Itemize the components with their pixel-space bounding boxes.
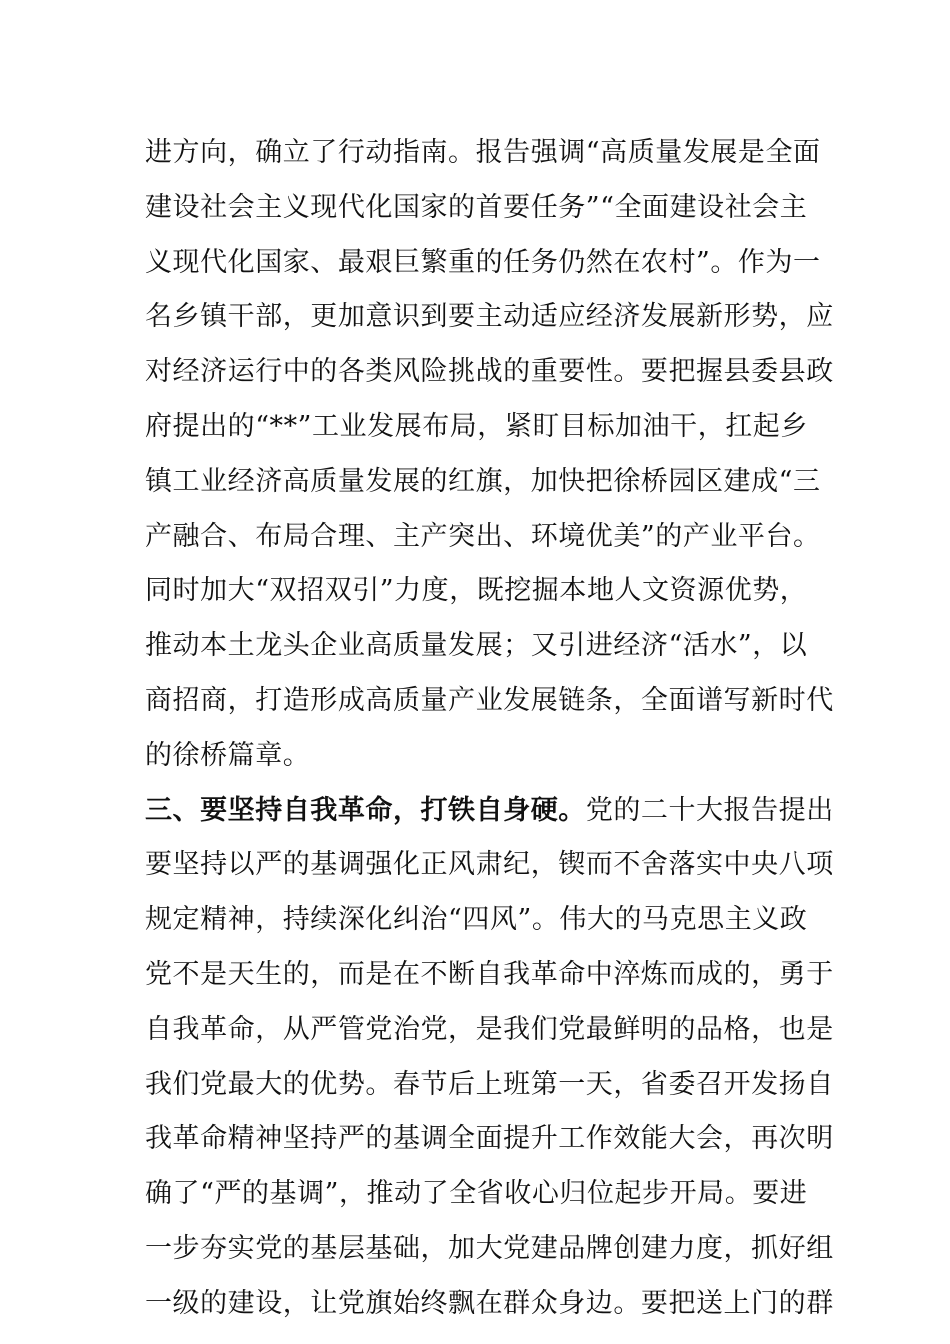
text-line: 建设社会主义现代化国家的首要任务”“全面建设社会主 (145, 191, 808, 223)
text-line: 自我革命，从严管党治党，是我们党最鲜明的品格，也是 (145, 1013, 834, 1045)
text-line: 府提出的“**”工业发展布局，紧盯目标加油干，扛起乡 (145, 410, 808, 442)
text-line: 义现代化国家、最艰巨繁重的任务仍然在农村”。作为一 (145, 246, 821, 278)
text-line: 要坚持以严的基调强化正风肃纪，锲而不舍落实中央八项 (145, 849, 834, 881)
section-first-line-text: 党的二十大报告提出 (585, 794, 834, 826)
document-body (145, 126, 834, 1332)
section-heading-line (145, 784, 834, 839)
text-line: 镇工业经济高质量发展的红旗，加快把徐桥园区建成“三 (145, 465, 821, 497)
text-line: 对经济运行中的各类风险挑战的重要性。要把握县委县政 (145, 356, 834, 388)
text-line: 进方向，确立了行动指南。报告强调“高质量发展是全面 (145, 137, 821, 168)
text-line: 一步夯实党的基层基础，加大党建品牌创建力度，抓好组 (145, 1232, 834, 1264)
text-line: 产融合、布局合理、主产突出、环境优美”的产业平台。 (145, 520, 821, 552)
text-line: 确了“严的基调”，推动了全省收心归位起步开局。要进 (145, 1178, 808, 1210)
text-line: 名乡镇干部，更加意识到要主动适应经济发展新形势，应 (145, 301, 834, 333)
text-line: 我革命精神坚持严的基调全面提升工作效能大会，再次明 (145, 1123, 834, 1155)
text-line: 一级的建设，让党旗始终飘在群众身边。要把送上门的群 (145, 1287, 834, 1319)
text-line: 规定精神，持续深化纠治“四风”。伟大的马克思主义政 (145, 904, 808, 936)
text-line: 推动本土龙头企业高质量发展；又引进经济“活水”，以 (145, 630, 808, 662)
text-line: 的徐桥篇章。 (145, 739, 311, 771)
text-line: 同时加大“双招双引”力度，既挖掘本地人文资源优势， (145, 575, 808, 607)
text-line: 商招商，打造形成高质量产业发展链条，全面谱写新时代 (145, 684, 834, 716)
text-line: 党不是天生的，而是在不断自我革命中淬炼而成的，勇于 (145, 958, 834, 990)
text-line: 我们党最大的优势。春节后上班第一天，省委召开发扬自 (145, 1068, 834, 1100)
section-heading: 三、要坚持自我革命，打铁自身硬。 (145, 794, 586, 826)
